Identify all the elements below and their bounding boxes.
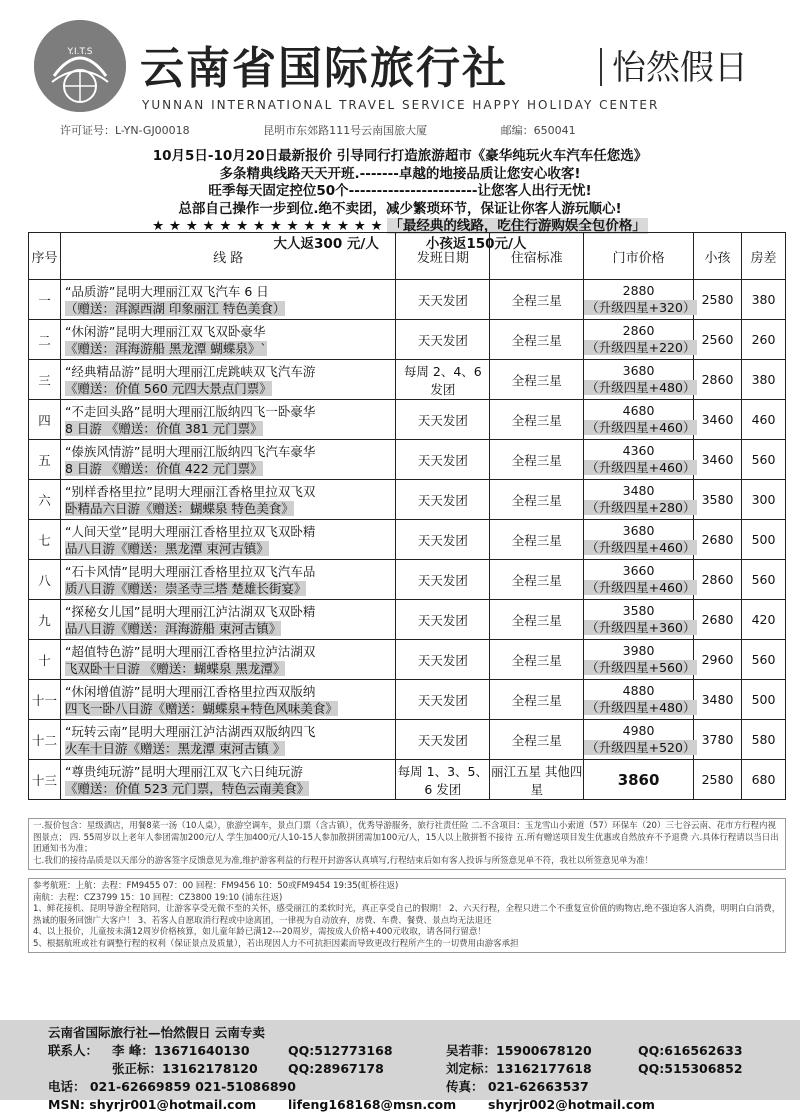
price-cell bbox=[584, 600, 694, 640]
price-cell bbox=[584, 440, 694, 480]
price-cell bbox=[584, 640, 694, 680]
promo-line: 多条精典线路天天开班.-------卓越的地接品质让您安心收客! bbox=[219, 165, 581, 182]
hotel-standard: 全程三星 bbox=[490, 680, 584, 720]
depart-date: 天天发团 bbox=[396, 320, 490, 360]
table-row bbox=[29, 520, 786, 560]
promo-highlight: 「最经典的线路，吃住行游购娱全包价格」 bbox=[389, 218, 646, 234]
table-row bbox=[29, 360, 786, 400]
route-cell bbox=[60, 760, 395, 800]
room-diff: 560 bbox=[741, 440, 785, 480]
route-title: “别样香格里拉”昆明大理丽江香格里拉双飞双 bbox=[64, 483, 316, 499]
route-gift: 《赠送：洱海游船 黑龙潭 蝴蝶泉》` bbox=[64, 340, 267, 356]
row-no: 八 bbox=[29, 560, 61, 600]
table-row bbox=[29, 440, 786, 480]
header-room: 房差 bbox=[741, 233, 785, 280]
price: 3580 bbox=[622, 603, 655, 618]
row-no: 十三 bbox=[29, 760, 61, 800]
table-row bbox=[29, 720, 786, 760]
contact-phone: 张正标：13162178120 bbox=[112, 1061, 258, 1076]
table-body bbox=[29, 280, 786, 800]
price-cell bbox=[584, 400, 694, 440]
note: 4、以上报价，儿童按未满12周岁价格核算，如儿童年龄已满12---20周岁，需按成人价格+400元收取，请各同行留意！ bbox=[33, 927, 486, 937]
route-title: “玩转云南”昆明大理丽江泸沽湖西双版纳四飞 bbox=[64, 723, 316, 739]
row-no: 五 bbox=[29, 440, 61, 480]
room-diff: 380 bbox=[741, 360, 785, 400]
room-diff: 500 bbox=[741, 680, 785, 720]
brand-name: 怡然假日 bbox=[612, 48, 748, 88]
note: 一.报价包含：星级酒店，用餐8菜一汤（10人桌），旅游空调车，景点门票（含古镇），优秀导游服务，旅行社责任险 二.不含项目：玉龙雪山小索道（57）环保车（20）三七谷云南、花市方行程内视图景点； 四. 55周岁以上老年人参团需加200元/人 学生加400元/人10-15人参加散拼团需加100元/人，15人以上散拼暂不接待 五.所有赠送项目发生优惠或自然放弃不予退费 六.具体行程请以当日出团通知书为准； bbox=[33, 821, 779, 854]
stars: ★ ★ ★ ★ ★ ★ ★ ★ ★ ★ ★ ★ ★ ★ bbox=[152, 218, 383, 234]
price: 4360 bbox=[622, 443, 655, 458]
table-row bbox=[29, 280, 786, 320]
upgrade-price: （升级四星+460） bbox=[586, 540, 696, 555]
route-cell bbox=[60, 560, 395, 600]
phone: 电话： 021-62669859 021-51086890 bbox=[48, 1079, 296, 1094]
depart-date: 每周 2、4、6 发团 bbox=[396, 360, 490, 400]
footer-row bbox=[48, 1042, 768, 1060]
price: 3660 bbox=[622, 563, 655, 578]
contact-label: 联系人： bbox=[48, 1043, 99, 1058]
depart-date: 天天发团 bbox=[396, 280, 490, 320]
logo bbox=[34, 20, 126, 112]
route-title: “超值特色游”昆明大理丽江香格里拉泸沽湖双 bbox=[64, 643, 316, 659]
price-cell bbox=[584, 680, 694, 720]
depart-date: 天天发团 bbox=[396, 680, 490, 720]
header-price: 门市价格 bbox=[584, 233, 694, 280]
header-date: 发班日期 bbox=[396, 233, 490, 280]
address: 昆明市东郊路111号云南国旅大厦 bbox=[263, 124, 428, 137]
route-gift: 《赠送：价值 560 元四大景点门票》 bbox=[64, 380, 272, 396]
upgrade-price: （升级四星+460） bbox=[586, 420, 696, 435]
header-no: 序号 bbox=[29, 233, 61, 280]
row-no: 七 bbox=[29, 520, 61, 560]
upgrade-price: （升级四星+520） bbox=[586, 740, 696, 755]
price-cell bbox=[584, 560, 694, 600]
depart-date: 天天发团 bbox=[396, 480, 490, 520]
contact-phone: 李 峰：13671640130 bbox=[112, 1043, 250, 1058]
route-gift: 四飞一卧八日游《赠送：蝴蝶泉+特色风味美食》 bbox=[64, 700, 338, 716]
upgrade-price: （升级四星+480） bbox=[586, 700, 696, 715]
room-diff: 260 bbox=[741, 320, 785, 360]
row-no: 三 bbox=[29, 360, 61, 400]
route-gift: 卧精品六日游《赠送：蝴蝶泉 特色美食》 bbox=[64, 500, 294, 516]
upgrade-price: （升级四星+360） bbox=[586, 620, 696, 635]
row-no: 十一 bbox=[29, 680, 61, 720]
upgrade-price: （升级四星+280） bbox=[586, 500, 696, 515]
route-title: “品质游”昆明大理丽江双飞汽车 6 日 bbox=[64, 283, 269, 299]
footer-row bbox=[48, 1096, 768, 1114]
price-cell bbox=[584, 480, 694, 520]
english-name: YUNNAN INTERNATIONAL TRAVEL SERVICE HAPPY HOLIDAY CENTER bbox=[142, 98, 660, 112]
row-no: 十二 bbox=[29, 720, 61, 760]
hotel-standard: 全程三星 bbox=[490, 440, 584, 480]
hotel-standard: 全程三星 bbox=[490, 400, 584, 440]
price: 3480 bbox=[622, 483, 655, 498]
header bbox=[0, 0, 800, 150]
route-title: “探秘女儿国”昆明大理丽江泸沽湖双飞双卧精 bbox=[64, 603, 316, 619]
table-row bbox=[29, 320, 786, 360]
header-child: 小孩 bbox=[694, 233, 742, 280]
price: 4980 bbox=[622, 723, 655, 738]
price-cell bbox=[584, 360, 694, 400]
child-price: 2680 bbox=[694, 520, 742, 560]
depart-date: 天天发团 bbox=[396, 440, 490, 480]
route-title: “人间天堂”昆明大理丽江香格里拉双飞双卧精 bbox=[64, 523, 316, 539]
price-cell bbox=[584, 760, 694, 800]
upgrade-price: （升级四星+460） bbox=[586, 460, 696, 475]
promo-line: 10月5日-10月20日最新报价 引导同行打造旅游超市《豪华纯玩火车汽车任您选》 bbox=[152, 148, 648, 164]
route-gift: 质八日游《赠送：崇圣寺三塔 楚雄长街宴》 bbox=[64, 580, 307, 596]
upgrade-price: （升级四星+220） bbox=[586, 340, 696, 355]
price: 3980 bbox=[622, 643, 655, 658]
hotel-standard: 丽江五星 其他四星 bbox=[490, 760, 584, 800]
route-cell bbox=[60, 280, 395, 320]
room-diff: 420 bbox=[741, 600, 785, 640]
footer-row bbox=[48, 1078, 768, 1096]
route-title: “石卡风情”昆明大理丽江香格里拉双飞汽车品 bbox=[64, 563, 316, 579]
price: 4680 bbox=[622, 403, 655, 418]
org-name: 云南省国际旅行社 bbox=[140, 43, 508, 94]
room-diff: 560 bbox=[741, 640, 785, 680]
contact-phone: 刘定标：13162177618 bbox=[446, 1061, 592, 1076]
child-price: 2960 bbox=[694, 640, 742, 680]
contacts bbox=[48, 1024, 768, 1114]
note: 5、根据航班或社有调整行程的权利（保证景点及质量），若出现因人力不可抗拒因素而导致更改行程所产生的一切费用由游客承担 bbox=[33, 938, 519, 949]
fax: 传真： 021-62663537 bbox=[446, 1079, 589, 1094]
route-cell bbox=[60, 440, 395, 480]
route-cell bbox=[60, 480, 395, 520]
hotel-standard: 全程三星 bbox=[490, 480, 584, 520]
child-price: 3460 bbox=[694, 400, 742, 440]
child-rebate: 小孩返150元/人 bbox=[425, 235, 527, 252]
promo-line: 旺季每天固定控位50个-----------------------让您客人出行无忧! bbox=[208, 183, 592, 199]
meta-line bbox=[60, 122, 646, 138]
depart-date: 天天发团 bbox=[396, 600, 490, 640]
price-cell bbox=[584, 520, 694, 560]
hotel-standard: 全程三星 bbox=[490, 600, 584, 640]
route-table bbox=[28, 232, 786, 800]
route-gift: （赠送：洱源西湖 印象丽江 特色美食） bbox=[64, 300, 286, 316]
row-no: 一 bbox=[29, 280, 61, 320]
upgrade-price: （升级四星+460） bbox=[586, 580, 696, 595]
route-cell bbox=[60, 600, 395, 640]
depart-date: 每周 1、3、5、6 发团 bbox=[396, 760, 490, 800]
depart-date: 天天发团 bbox=[396, 640, 490, 680]
price-cell bbox=[584, 280, 694, 320]
depart-date: 天天发团 bbox=[396, 400, 490, 440]
route-title: “休闲增值游”昆明大理丽江香格里拉西双版纳 bbox=[64, 683, 316, 699]
hotel-standard: 全程三星 bbox=[490, 520, 584, 560]
table-row bbox=[29, 480, 786, 520]
child-price: 3460 bbox=[694, 440, 742, 480]
room-diff: 300 bbox=[741, 480, 785, 520]
route-title: “经典精品游”昆明大理丽江虎跳峡双飞汽车游 bbox=[64, 363, 316, 379]
notes bbox=[28, 818, 786, 961]
table-row bbox=[29, 680, 786, 720]
child-price: 2580 bbox=[694, 760, 742, 800]
row-no: 九 bbox=[29, 600, 61, 640]
license: 许可证号：L-YN-GJ00018 bbox=[60, 124, 190, 137]
child-price: 2680 bbox=[694, 600, 742, 640]
row-no: 二 bbox=[29, 320, 61, 360]
hotel-standard: 全程三星 bbox=[490, 360, 584, 400]
hotel-standard: 全程三星 bbox=[490, 320, 584, 360]
child-price: 3780 bbox=[694, 720, 742, 760]
route-gift: 火车十日游《赠送：黑龙潭 束河古镇 》 bbox=[64, 740, 286, 756]
contact-phone: 吴若菲：15900678120 bbox=[446, 1043, 592, 1058]
route-cell bbox=[60, 360, 395, 400]
price-cell bbox=[584, 720, 694, 760]
notes-box bbox=[28, 818, 786, 870]
route-title: “傣族风情游”昆明大理丽江版纳四飞汽车豪华 bbox=[64, 443, 316, 459]
room-diff: 580 bbox=[741, 720, 785, 760]
child-price: 2860 bbox=[694, 560, 742, 600]
contact-qq: QQ:28967178 bbox=[288, 1061, 384, 1076]
price: 3680 bbox=[622, 523, 655, 538]
row-no: 四 bbox=[29, 400, 61, 440]
price: 3680 bbox=[622, 363, 655, 378]
footer-row bbox=[48, 1060, 768, 1078]
route-cell bbox=[60, 400, 395, 440]
table-row bbox=[29, 600, 786, 640]
hotel-standard: 全程三星 bbox=[490, 560, 584, 600]
msn: MSN: shyrjr001@hotmail.com bbox=[48, 1097, 257, 1112]
upgrade-price: （升级四星+320） bbox=[586, 300, 696, 315]
contact-qq: QQ:515306852 bbox=[638, 1061, 743, 1076]
contact-qq: QQ:616562633 bbox=[638, 1043, 743, 1058]
note: 七.我们的接待品质是以天部分的游客签字反馈意见为准,维护游客利益的行程开封游客认真填写,行程结束后如有客人投诉与所签意见单不符，我社以所签意见单为准！ bbox=[33, 855, 654, 866]
depart-date: 天天发团 bbox=[396, 720, 490, 760]
depart-date: 天天发团 bbox=[396, 520, 490, 560]
note: 南航：去程：CZ3799 15：10 回程：CZ3800 19:10 (浦东往返) bbox=[33, 892, 283, 903]
upgrade-price: （升级四星+480） bbox=[586, 380, 696, 395]
child-price: 2560 bbox=[694, 320, 742, 360]
globe-logo-icon bbox=[34, 20, 126, 112]
msn: lifeng168168@msn.com bbox=[288, 1097, 457, 1112]
room-diff: 560 bbox=[741, 560, 785, 600]
company-line: 云南省国际旅行社—怡然假日 云南专卖 bbox=[48, 1025, 265, 1040]
price: 3860 bbox=[617, 770, 660, 789]
route-cell bbox=[60, 680, 395, 720]
divider bbox=[600, 48, 602, 86]
price-cell bbox=[584, 320, 694, 360]
upgrade-price: （升级四星+560） bbox=[586, 660, 696, 675]
table-row bbox=[29, 400, 786, 440]
room-diff: 380 bbox=[741, 280, 785, 320]
msn: shyrjr002@hotmail.com bbox=[488, 1097, 655, 1112]
header-hotel: 住宿标准 bbox=[490, 233, 584, 280]
contact-qq: QQ:512773168 bbox=[288, 1043, 393, 1058]
route-gift: 《赠送：价值 523 元门票，特色云南美食》 bbox=[64, 780, 310, 796]
price: 2860 bbox=[622, 323, 655, 338]
route-title: “不走回头路”昆明大理丽江版纳四飞一卧豪华 bbox=[64, 403, 316, 419]
promo-line: 总部自己操作一步到位.绝不卖团，减少繁琐环节，保证让你客人游玩顺心! bbox=[178, 200, 622, 217]
table-header bbox=[29, 233, 786, 280]
route-title: “休闲游”昆明大理丽江双飞双卧豪华 bbox=[64, 323, 266, 339]
price: 2880 bbox=[622, 283, 655, 298]
footer-row bbox=[48, 1024, 768, 1042]
note: 参考航班：上航：去程：FM9455 07：00 回程：FM9456 10：50或FM9454 19:35(虹桥往返) bbox=[33, 881, 399, 891]
row-no: 六 bbox=[29, 480, 61, 520]
route-gift: 8 日游 《赠送：价值 381 元门票》 bbox=[64, 420, 263, 436]
note: 1、鲜花接机、昆明导游全程陪同，让游客享受无微不至的关怀，感受丽江的柔软时光，真正享受自己的假期！ 2、六天行程，全程只进二个不重复宣价值的购物店,绝不强迫客人消费，明明白白消费，热诚的服务回馈广大客户！ 3、若客人自愿取消行程或中途离团，一律视为自动放弃，房费、车费、餐费、景点均无法退还 bbox=[33, 904, 781, 926]
table-row bbox=[29, 760, 786, 800]
child-price: 2860 bbox=[694, 360, 742, 400]
table-row bbox=[29, 640, 786, 680]
hotel-standard: 全程三星 bbox=[490, 720, 584, 760]
route-title: “尊贵纯玩游”昆明大理丽江双飞六日纯玩游 bbox=[64, 763, 303, 779]
adult-rebate: 大人返300 元/人 bbox=[273, 235, 379, 252]
route-gift: 品八日游《赠送：洱海游船 束河古镇》 bbox=[64, 620, 282, 636]
route-cell bbox=[60, 320, 395, 360]
child-price: 2580 bbox=[694, 280, 742, 320]
route-cell bbox=[60, 720, 395, 760]
route-cell bbox=[60, 640, 395, 680]
room-diff: 460 bbox=[741, 400, 785, 440]
room-diff: 680 bbox=[741, 760, 785, 800]
row-no: 十 bbox=[29, 640, 61, 680]
header-route: 线 路 bbox=[60, 233, 395, 280]
notes-box bbox=[28, 878, 786, 953]
route-gift: 品八日游《赠送：黑龙潭 束河古镇》 bbox=[64, 540, 269, 556]
depart-date: 天天发团 bbox=[396, 560, 490, 600]
postcode: 邮编：650041 bbox=[500, 124, 576, 137]
route-gift: 8 日游 《赠送：价值 422 元门票》 bbox=[64, 460, 263, 476]
route-gift: 飞双卧十日游 《赠送：蝴蝶泉 黑龙潭》 bbox=[64, 660, 286, 676]
route-cell bbox=[60, 520, 395, 560]
table-row bbox=[29, 560, 786, 600]
child-price: 3480 bbox=[694, 680, 742, 720]
logo-text: Y.I.T.S bbox=[67, 47, 93, 57]
child-price: 3580 bbox=[694, 480, 742, 520]
hotel-standard: 全程三星 bbox=[490, 280, 584, 320]
price: 4880 bbox=[622, 683, 655, 698]
room-diff: 500 bbox=[741, 520, 785, 560]
hotel-standard: 全程三星 bbox=[490, 640, 584, 680]
